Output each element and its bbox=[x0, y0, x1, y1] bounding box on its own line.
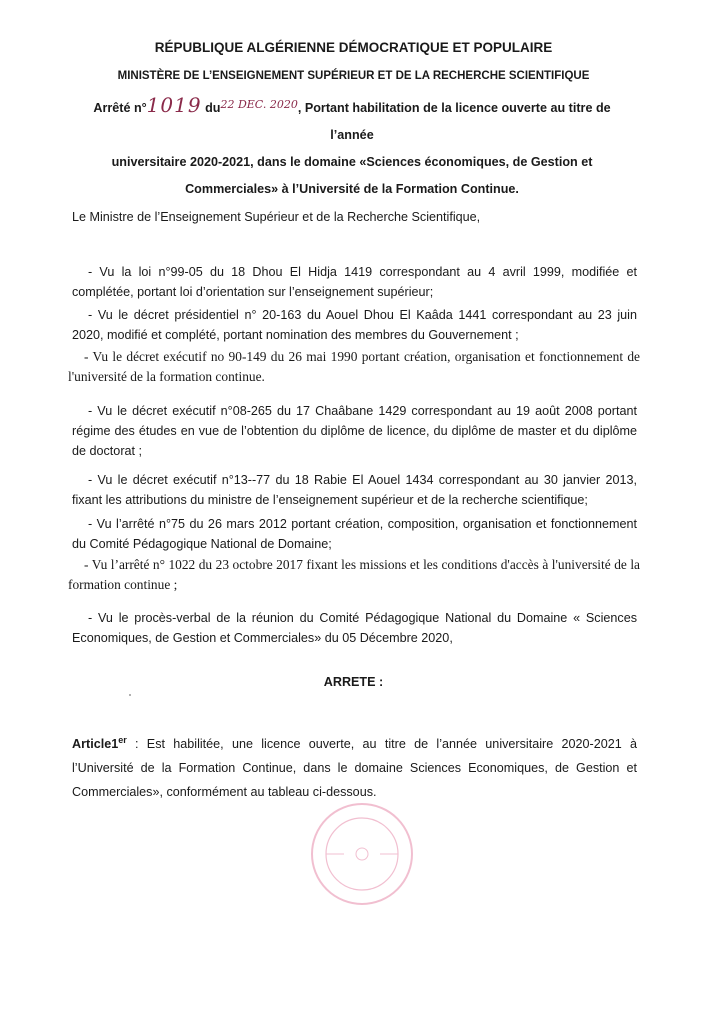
visa-item: - Vu la loi n°99-05 du 18 Dhou El Hidja 1419 correspondant au 4 avril 1999, modifiée et complétée, portant loi d’orientation sur l’enseignement supérieur; bbox=[72, 265, 637, 299]
visa-item: - Vu l’arrêté n° 1022 du 23 octobre 2017 fixant les missions et les conditions d'accès à l'université de la formation continue ; bbox=[68, 557, 640, 592]
article-text: : Est habilitée, une licence ouverte, au titre de l’année universitaire 2020-2021 à l’Université de la Formation Continue, dans le domaine Sciences Economiques, de Gestion et Commerciales», conformément au tableau ci-dessous. bbox=[72, 737, 637, 800]
decree-title-line1 bbox=[72, 92, 632, 149]
article-label: Article1 bbox=[72, 737, 119, 752]
visa-item: - Vu le décret exécutif n°08-265 du 17 Chaâbane 1429 correspondant au 19 août 2008 portant régime des études en vue de l’obtention du diplôme de licence, du diplôme de master et du diplôme de doctorat ; bbox=[72, 404, 637, 458]
decree-date-handwritten: 22 DEC. 2020 bbox=[220, 98, 298, 111]
article-label-sup: er bbox=[118, 735, 127, 745]
visa-item: - Vu le décret présidentiel n° 20-163 du Aouel Dhou El Kaâda 1441 correspondant au 23 juin 2020, modifié et complété, portant nomination des membres du Gouvernement ; bbox=[72, 308, 637, 342]
official-stamp bbox=[308, 800, 416, 908]
decree-title-rest: , Portant habilitation de la licence ouverte au titre de l’année bbox=[297, 101, 611, 142]
decree-title bbox=[72, 92, 632, 203]
decree-prefix: Arrêté n° bbox=[93, 101, 147, 115]
speck bbox=[129, 694, 131, 696]
decree-title-line3: Commerciales» à l’Université de la Formation Continue. bbox=[185, 182, 519, 196]
decree-number-handwritten: 1019 bbox=[146, 93, 202, 117]
decree-du: du bbox=[205, 101, 221, 115]
visa-item: - Vu le décret exécutif n°13--77 du 18 Rabie El Aouel 1434 correspondant au 30 janvier 2013, fixant les attributions du ministre de l’enseignement supérieur et de la recherche scientifique; bbox=[72, 473, 637, 507]
ministry-heading: MINISTÈRE DE L’ENSEIGNEMENT SUPÉRIEUR ET DE LA RECHERCHE SCIENTIFIQUE bbox=[117, 70, 590, 82]
minister-intro: Le Ministre de l’Enseignement Supérieur et de la Recherche Scientifique, bbox=[72, 210, 481, 224]
visa-item: - Vu le procès-verbal de la réunion du Comité Pédagogique National du Domaine « Sciences Economiques, de Gestion et Commerciales» du 05 Décembre 2020, bbox=[72, 611, 637, 645]
decree-title-line2: universitaire 2020-2021, dans le domaine «Sciences économiques, de Gestion et bbox=[111, 155, 593, 169]
arrete-heading: ARRETE : bbox=[323, 675, 384, 689]
visa-item: - Vu l’arrêté n°75 du 26 mars 2012 portant création, composition, organisation et fonctionnement du Comité Pédagogique National de Domaine; bbox=[72, 517, 637, 551]
article-1 bbox=[72, 728, 637, 804]
republic-heading: RÉPUBLIQUE ALGÉRIENNE DÉMOCRATIQUE ET POPULAIRE bbox=[154, 40, 553, 55]
visa-item: - Vu le décret exécutif no 90-149 du 26 mai 1990 portant création, organisation et fonctionnement de l'université de la formation continue. bbox=[68, 349, 640, 384]
